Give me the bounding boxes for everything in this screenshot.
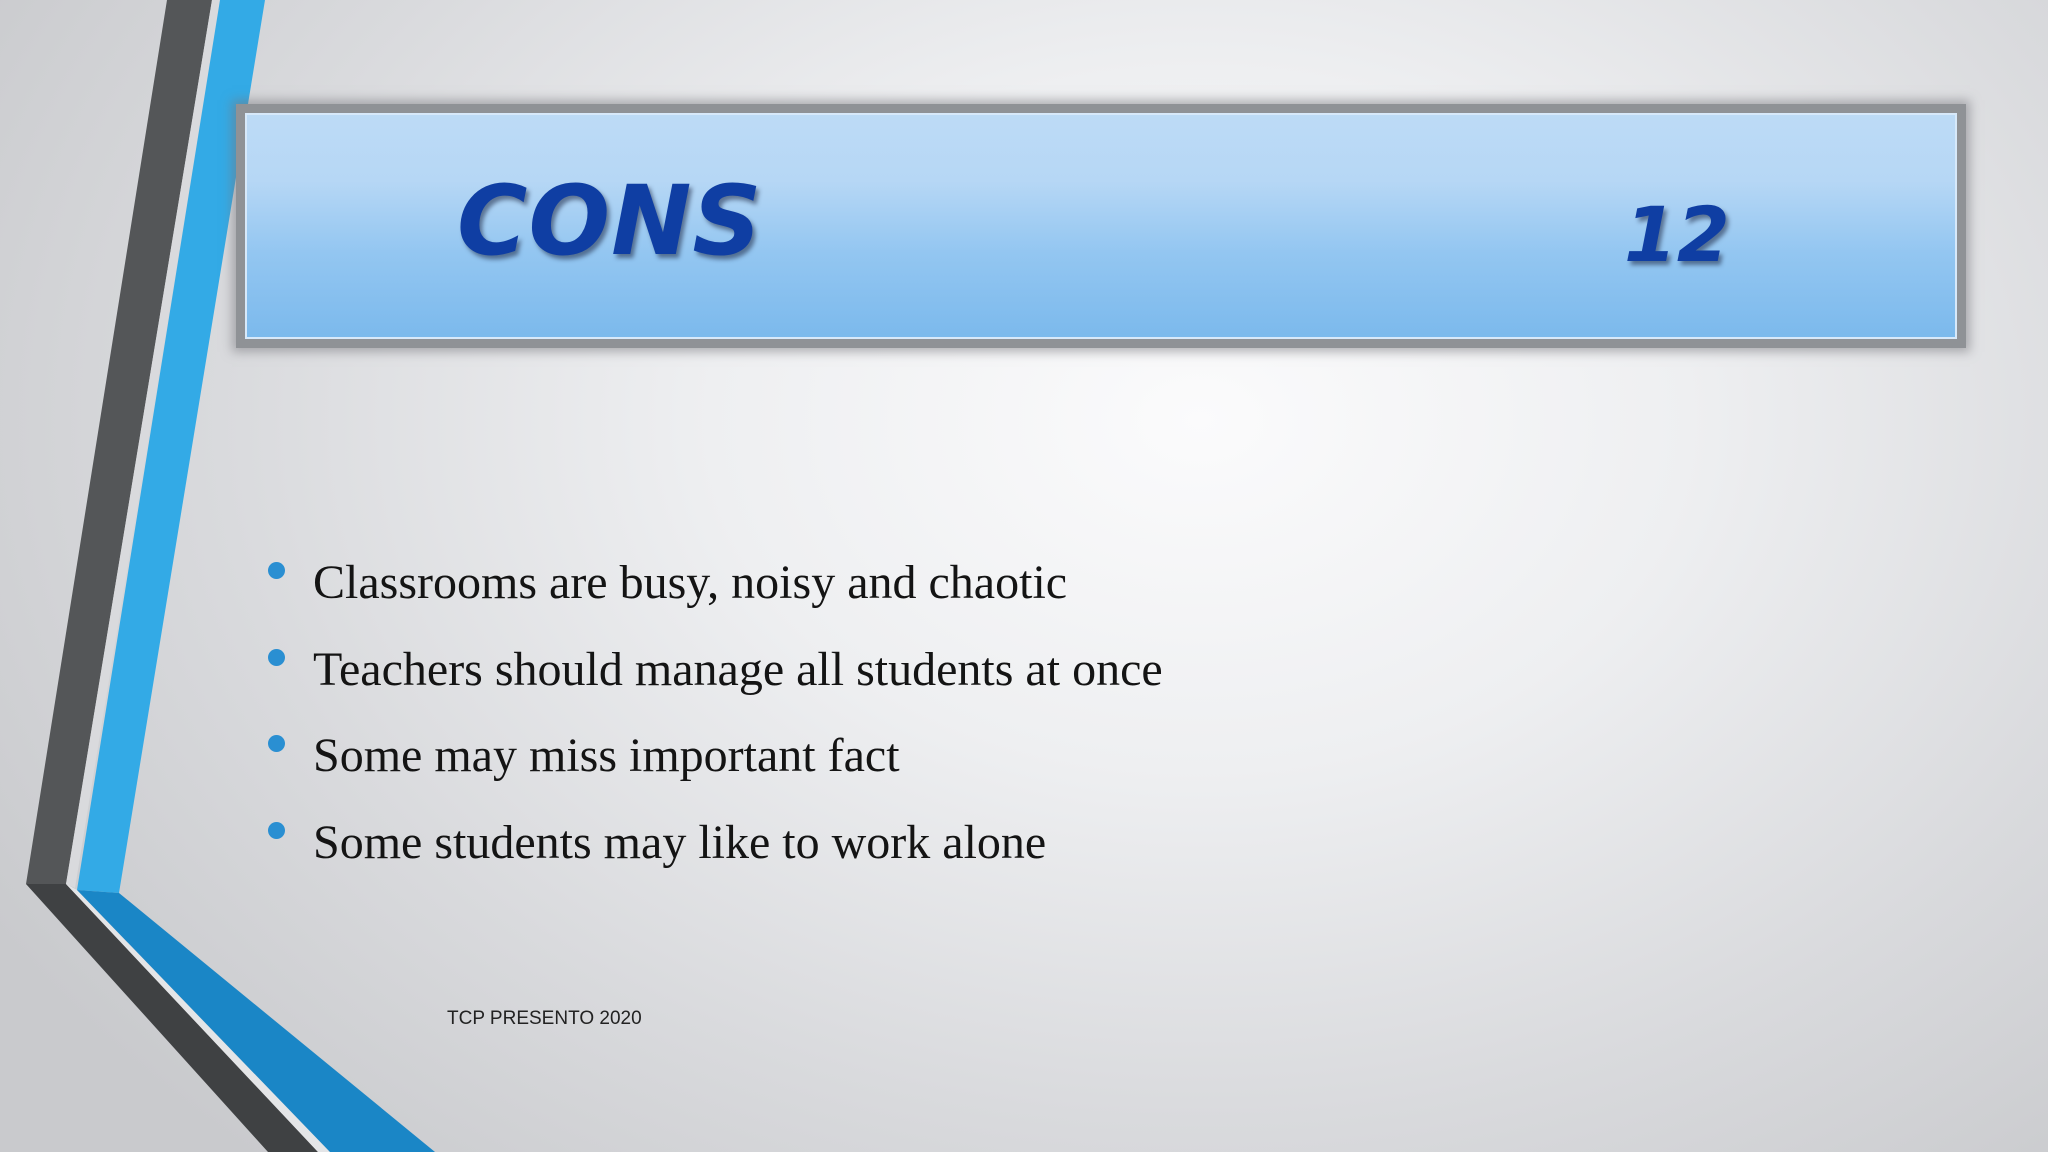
bullet-item: [266, 635, 1163, 722]
bullet-list: [266, 548, 1163, 894]
slide-title: CONS: [457, 165, 763, 277]
bullet-icon: [268, 822, 285, 839]
bullet-item: [266, 808, 1163, 895]
bullet-icon: [268, 562, 285, 579]
bullet-item: [266, 721, 1163, 808]
bullet-icon: [268, 649, 285, 666]
slide-footer: TCP PRESENTO 2020: [447, 1008, 642, 1029]
light-diagonal: [66, 884, 330, 1152]
bullet-item: [266, 548, 1163, 635]
bullet-text: Classrooms are busy, noisy and chaotic: [313, 556, 1068, 609]
title-bar: [236, 104, 1966, 348]
bullet-icon: [268, 735, 285, 752]
slide-number: 12: [1624, 190, 1730, 279]
bullet-text: Some may miss important fact: [313, 729, 900, 782]
bullet-text: Teachers should manage all students at once: [313, 642, 1163, 696]
light-stripe: [66, 0, 220, 888]
gray-diagonal: [26, 884, 318, 1152]
bullet-text: Some students may like to work alone: [313, 815, 1047, 869]
